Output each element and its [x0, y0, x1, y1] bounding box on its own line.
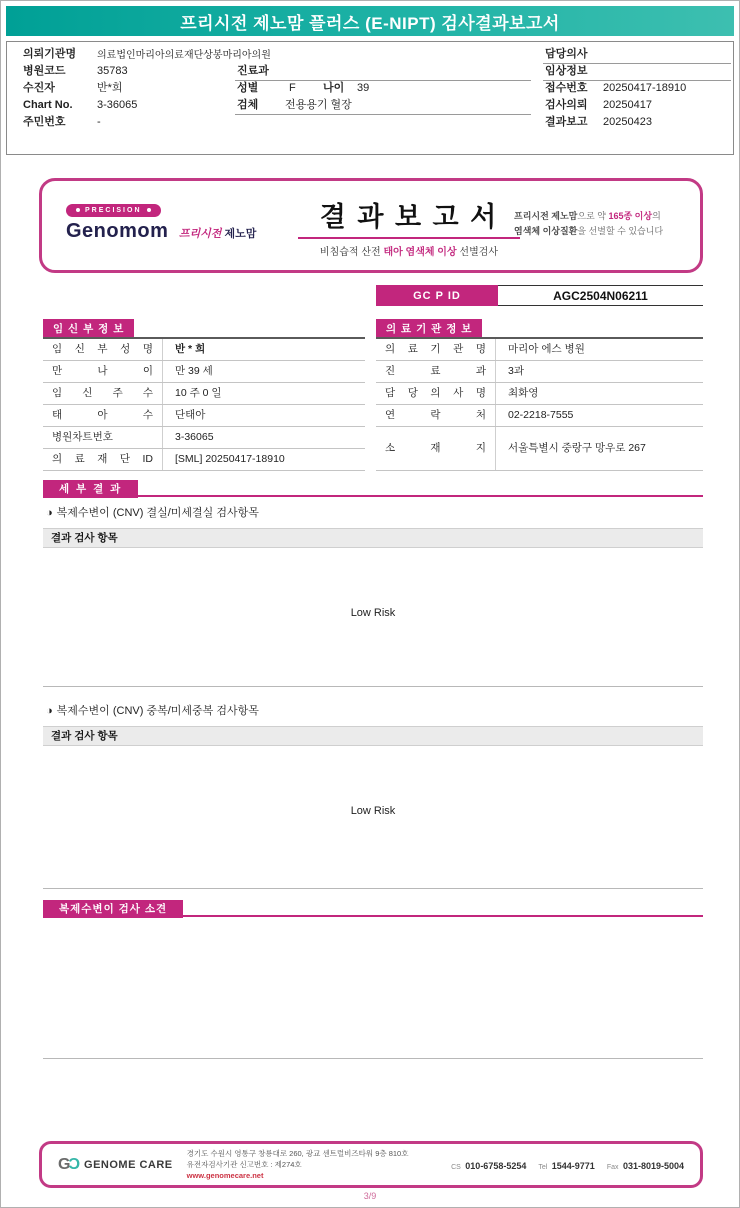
clinic-info-title: 의 료 기 관 정 보	[376, 319, 482, 337]
row-label: 병원차트번호	[43, 427, 163, 448]
hospital-code-label: 병원코드	[23, 65, 66, 77]
table-row	[43, 361, 365, 383]
address-line-1: 경기도 수원시 영통구 창룡대로 260, 광교 센트럴비즈타워 9층 810호	[186, 1148, 409, 1158]
brand-kr-accent: 프리시전	[178, 228, 222, 240]
brand-kr-rest: 제노맘	[224, 228, 257, 240]
table-row	[43, 427, 365, 449]
specimen-value: 전용용기 혈장	[285, 99, 352, 111]
row-value: 서울특별시 중랑구 망우로 267	[508, 442, 646, 454]
row-label: 담 당 의 사 명	[376, 383, 496, 404]
row-value: 최화영	[508, 387, 539, 399]
result-table-header: 결과 검사 항목	[43, 528, 703, 548]
row-value: 반 * 희	[175, 343, 206, 355]
genomom-logo	[66, 199, 256, 243]
request-date-value: 20250417	[603, 99, 652, 111]
divider	[43, 1058, 703, 1059]
result-value: Low Risk	[350, 805, 396, 817]
row-label: 태 아 수	[43, 405, 163, 426]
cnv-deletion-heading	[46, 504, 259, 520]
logo-mark-g: G	[58, 1155, 69, 1173]
tel-label: Tel	[538, 1163, 548, 1171]
cs-contact	[451, 1156, 526, 1174]
brand-name-korean	[179, 228, 256, 240]
fax-label: Fax	[606, 1163, 619, 1171]
report-title-bar	[6, 6, 734, 36]
patient-label: 수진자	[23, 82, 55, 94]
chart-no-label: Chart No.	[23, 99, 73, 111]
subtitle-post: 선별검사	[456, 247, 499, 258]
report-header-box	[39, 178, 703, 273]
receipt-no-label: 접수번호	[545, 82, 588, 94]
detail-results-header	[43, 479, 703, 497]
resident-no-value: -	[97, 116, 101, 128]
cs-label: CS	[451, 1163, 461, 1171]
genome-care-logo-text: GENOME CARE	[84, 1158, 173, 1171]
table-row	[43, 405, 365, 427]
sex-label: 성별	[237, 82, 259, 94]
row-label: 연 락 처	[376, 405, 496, 426]
fax-value: 031-8019-5004	[622, 1160, 684, 1171]
row-value: 단태아	[175, 409, 206, 421]
org-label: 의뢰기관명	[23, 48, 77, 60]
website: www.genomecare.net	[186, 1171, 264, 1181]
row-label: 만 나 이	[43, 361, 163, 382]
row-value: 02-2218-7555	[508, 409, 574, 421]
row-label: 의 료 기 관 명	[376, 339, 496, 360]
doctor-label: 담당의사	[545, 48, 588, 60]
report-tagline	[514, 209, 684, 239]
title-underline	[298, 237, 520, 239]
doctor-blank-line	[543, 63, 731, 64]
half-circle-icon: ◑	[46, 507, 53, 519]
specimen-underline	[235, 114, 531, 115]
row-value: 3과	[508, 365, 524, 377]
footer-address	[187, 1148, 409, 1182]
tel-value: 1544-9771	[551, 1160, 595, 1171]
table-row	[376, 405, 703, 427]
cnv-findings-title: 복제수변이 검사 소견	[43, 900, 183, 918]
row-label: 진 료 과	[376, 361, 496, 382]
divider	[43, 888, 703, 889]
patient-value: 반*희	[97, 82, 123, 94]
clinical-info-label: 임상정보	[545, 65, 588, 77]
department-label: 진료과	[237, 65, 269, 77]
precision-badge	[66, 204, 161, 217]
cnv-duplication-heading	[46, 702, 259, 718]
clinic-info-rows	[376, 337, 703, 471]
genome-care-logo	[58, 1156, 173, 1174]
brand-line	[66, 220, 256, 243]
hospital-code-value: 35783	[97, 65, 128, 77]
report-title-block	[294, 195, 524, 258]
tagline-mid: 으로 약	[577, 211, 609, 221]
cnv-duplication-heading-text: 복제수변이 (CNV) 중복/미세중복 검사항목	[56, 705, 259, 717]
tagline-line2-rest: 을 선별할 수 있습니다	[577, 225, 664, 236]
brand-name: Genomom	[66, 220, 169, 242]
row-value: 만 39 세	[175, 365, 213, 377]
receipt-no-value: 20250417-18910	[603, 82, 687, 94]
clinic-info-table	[376, 322, 703, 471]
tel-contact	[538, 1156, 594, 1174]
table-row	[43, 339, 365, 361]
subtitle-accent: 태아 염색체 이상	[383, 247, 457, 258]
gcpid-label: GC P ID	[376, 285, 498, 306]
result-value: Low Risk	[350, 607, 396, 619]
tagline-line2-bold: 염색체 이상질환	[514, 225, 578, 236]
page-title: 프리시전 제노맘 플러스 (E-NIPT) 검사결과보고서	[180, 13, 560, 33]
sex-value: F	[289, 82, 296, 94]
dot-icon	[76, 208, 80, 212]
resident-no-label: 주민번호	[23, 116, 66, 128]
report-date-label: 결과보고	[545, 116, 588, 128]
org-value: 의료법인마리아의료재단상봉마리아의원	[97, 50, 271, 61]
report-date-value: 20250423	[603, 116, 652, 128]
report-subtitle	[294, 243, 524, 258]
result-table-header: 결과 검사 항목	[43, 726, 703, 746]
tagline-end: 의	[652, 211, 661, 221]
mother-info-title: 임 신 부 정 보	[43, 319, 134, 337]
gcpid-value: AGC2504N06211	[498, 285, 703, 306]
precision-label: PRECISION	[85, 206, 142, 214]
row-label: 임 신 부 성 명	[43, 339, 163, 360]
row-value: 마리아 에스 병원	[508, 343, 585, 355]
dot-icon	[147, 208, 151, 212]
genome-care-logo-icon	[58, 1156, 78, 1174]
table-row	[376, 427, 703, 471]
detail-results-title: 세 부 결 과	[43, 480, 138, 498]
tagline-count: 165종 이상	[608, 211, 653, 221]
mother-info-table	[43, 322, 365, 471]
mother-info-rows	[43, 337, 365, 471]
table-row	[43, 383, 365, 405]
footer	[39, 1141, 703, 1188]
address-line-2: 유전자검사기관 신고번호 : 제274호	[186, 1159, 302, 1169]
table-row	[376, 361, 703, 383]
tagline-brand: 프리시전 제노맘	[514, 211, 578, 221]
request-date-label: 검사의뢰	[545, 99, 588, 111]
subtitle-pre: 비침습적 산전	[319, 247, 384, 258]
specimen-label: 검체	[237, 99, 259, 111]
cnv-deletion-heading-text: 복제수변이 (CNV) 결실/미세결실 검사항목	[56, 507, 259, 519]
clinical-blank-line	[543, 80, 731, 81]
row-value: 10 주 0 일	[175, 387, 222, 399]
row-label: 의 료 재 단 ID	[43, 449, 163, 470]
logo-mark-c: Ɔ	[68, 1155, 79, 1173]
age-label: 나이	[323, 82, 345, 94]
age-value: 39	[357, 82, 370, 94]
row-value: [SML] 20250417-18910	[175, 453, 285, 465]
cs-value: 010-6758-5254	[465, 1160, 527, 1171]
table-row	[376, 383, 703, 405]
row-label: 소 재 지	[376, 427, 496, 470]
request-info-panel	[6, 41, 734, 155]
page-number: 3/9	[363, 1191, 377, 1201]
row-value: 3-36065	[175, 431, 214, 443]
chart-no-value: 3-36065	[97, 99, 138, 111]
gcpid-row	[376, 285, 703, 306]
fax-contact	[607, 1156, 684, 1174]
footer-contacts	[451, 1156, 684, 1174]
department-blank-line	[235, 80, 531, 81]
row-label: 임 신 주 수	[43, 383, 163, 404]
half-circle-icon: ◑	[46, 705, 53, 717]
report-title: 결 과 보 고 서	[319, 202, 499, 232]
divider	[43, 686, 703, 687]
table-row	[376, 339, 703, 361]
table-row	[43, 449, 365, 471]
cnv-findings-header	[43, 899, 703, 917]
